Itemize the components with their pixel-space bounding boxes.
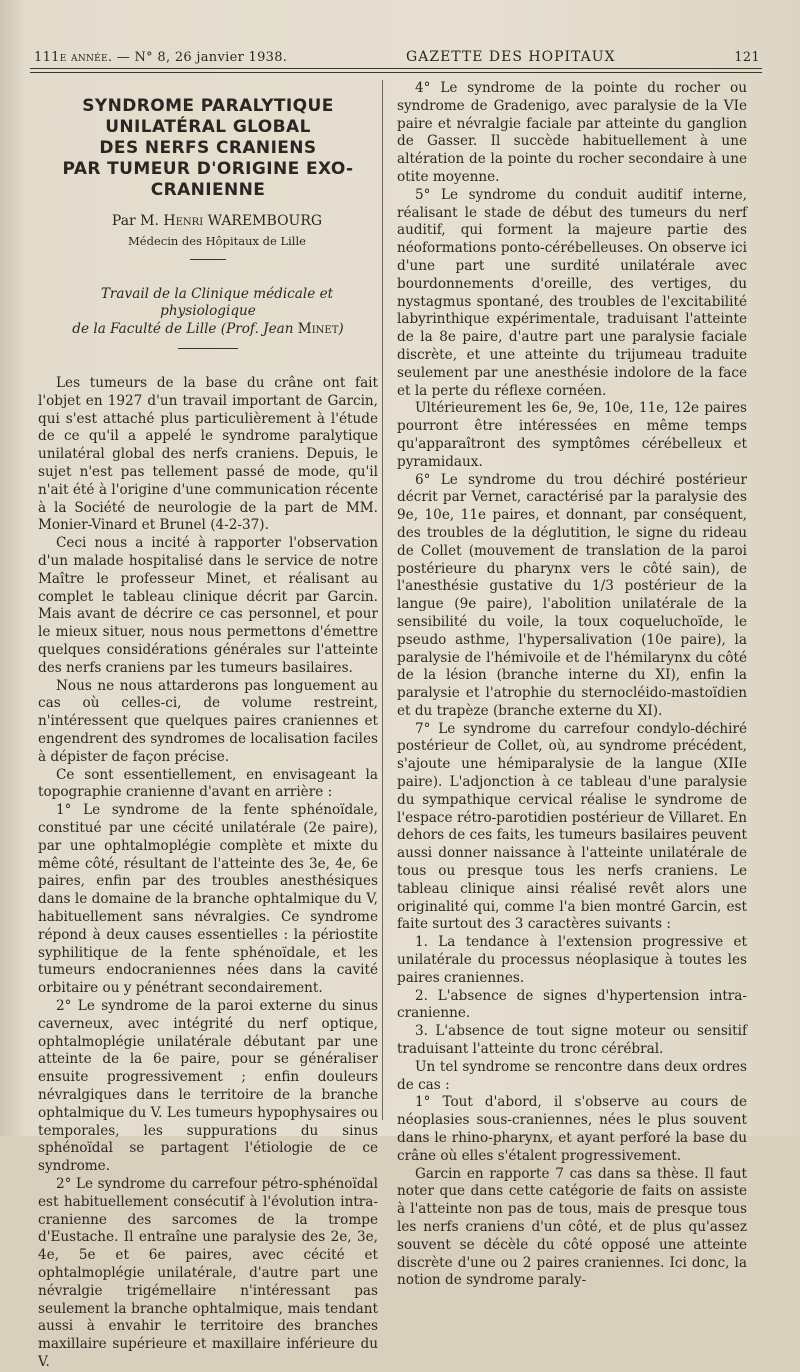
author-affiliation: Médecin des Hôpitaux de Lille: [128, 233, 306, 248]
paragraph: 2. L'absence de signes d'hypertension intra-cranienne.: [397, 987, 747, 1022]
right-column: [397, 80, 747, 1290]
paragraph: 1° Le syndrome de la fente sphénoïdale, constitué par une cécité unilatérale (2e paire), par une ophtalmoplégie complète et mixte du même côté, résultant de l'atteinte des 3e, 4e, 6e paires, enfin par des troubles anesthésiques dans le domaine de la branche ophtalmique du V, habituellement sans névralgies. Ce syndrome répond à deux causes essentielles : la périostite syphilitique de la fente sphénoïdale, et les tumeurs endocraniennes nées dans la cavité orbitaire ou y pénétrant secondairement.: [38, 802, 378, 997]
paragraph: Ceci nous a incité à rapporter l'observation d'un malade hospitalisé dans le service de notre Maître le professeur Minet, et réalisant au complet le tableau clinique décrit par Garcin. Mais avant de décrire ce cas personnel, et pour le mieux situer, nous nous permettons d'émettre quelques considérations générales sur l'atteinte des nerfs craniens par les tumeurs basilaires.: [38, 535, 378, 676]
paragraph: 2° Le syndrome du carrefour pétro-sphénoïdal est habituellement consécutif à l'évolution intra-cranienne des sarcomes de la trompe d'Eustache. Il entraîne une paralysie des 2e, 3e, 4e, 5e et 6e paires, avec cécité et ophtalmoplégie unilatérale, d'autre part une névralgie trigémellaire n'intéressant pas seulement la branche ophtalmique, mais tendant aussi à envahir le territoire des branches maxillaire supérieure et maxillaire inférieure du V.: [38, 1175, 378, 1370]
author-line: Par M. Henri WAREMBOURG: [111, 213, 323, 229]
paragraph: 6° Le syndrome du trou déchiré postérieur décrit par Vernet, caractérisé par la paralysie des 9e, 10e, 11e paires, et donnant, par conséquent, des troubles de la déglutition, le signe du rideau de Collet (mouvement de translation de la paroi postérieure du pharynx vers le côté sain), de l'anesthésie gustative du 1/3 postérieur de la langue (9e paire), l'abolition unilatérale de la sensibilité du voile, la toux coqueluchoïde, le pseudo asthme, l'hypersalivation (10e paire), la paralysie de l'hémivoile et de l'hémilarynx du côté de la lésion (branche interne du XI), enfin la paralysie et l'atrophie du sternocléido-mastoïdien et du trapèze (branche externe du XI).: [397, 471, 747, 719]
page-number: 121: [734, 49, 760, 65]
paragraph: Garcin en rapporte 7 cas dans sa thèse. Il faut noter que dans cette catégorie de faits on assiste à l'atteinte non pas de tous, mais de presque tous les nerfs craniens d'un côté, et de plus qu'assez souvent se décèle du côté opposé une atteinte discrète d'une ou 2 paires craniennes. Ici donc, la notion de syndrome paraly-: [397, 1165, 747, 1289]
separator: [178, 348, 238, 349]
paragraph: 3. L'absence de tout signe moteur ou sensitif traduisant l'atteinte du tronc cérébral.: [397, 1023, 747, 1058]
article-title: SYNDROME PARALYTIQUE UNILATÉRAL GLOBAL DES NERFS CRANIENS PAR TUMEUR D'ORIGINE EXO-CRANIENNE: [62, 96, 354, 200]
paragraph: Nous ne nous attarderons pas longuement au cas où celles-ci, de volume restreint, n'intéressent que quelques paires craniennes et engendrent des syndromes de localisation faciles à dépister de façon précise.: [38, 677, 378, 765]
paragraph: 4° Le syndrome de la pointe du rocher ou syndrome de Gradenigo, avec paralysie de la VIe paire et névralgie faciale par atteinte du ganglion de Gasser. Il succède habituellement à une altération de la pointe du rocher secondaire à une otite moyenne.: [397, 80, 747, 185]
paragraph: 7° Le syndrome du carrefour condylo-déchiré postérieur de Collet, où, au syndrome précédent, s'ajoute une hémiparalysie de la langue (XIIe paire). L'adjonction à ce tableau d'une paralysie du sympathique cervical réalise le syndrome de l'espace rétro-parotidien postérieur de Villaret. En dehors de ces faits, les tumeurs basilaires peuvent aussi donner naissance à l'atteinte unilatérale de tous ou presque tous les nerfs craniens. Le tableau clinique ainsi réalisé revêt alors une originalité qui, comme l'a bien montré Garcin, est faite surtout des 3 caractères suivants :: [397, 720, 747, 933]
paragraph: Un tel syndrome se rencontre dans deux ordres de cas :: [397, 1058, 747, 1093]
paragraph: 1. La tendance à l'extension progressive et unilatérale du processus néoplasique à toutes les paires craniennes.: [397, 934, 747, 986]
paragraph: Les tumeurs de la base du crâne ont fait l'objet en 1927 d'un travail important de Garcin, qui s'est attaché plus particulièrement à l'étude de ce qu'il a appelé le syndrome paralytique unilatéral global des nerfs craniens. Depuis, le sujet n'est pas tellement passé de mode, qu'il n'ait été à l'origine d'une communication récente à la Société de neurologie de la part de MM. Monier-Vinard et Brunel (4-2-37).: [38, 375, 378, 534]
paragraph: 1° Tout d'abord, il s'observe au cours de néoplasies sous-craniennes, nées le plus souvent dans le rhino-pharynx, et ayant perforé la base du crâne où elles s'étalent progressivement.: [397, 1094, 747, 1164]
paragraph: Ultérieurement les 6e, 9e, 10e, 11e, 12e paires pourront être intéressées en même temps qu'apparaîtront des symptômes cérébelleux et pyramidaux.: [397, 400, 747, 470]
column-divider: [382, 80, 383, 1120]
header-rule: [30, 68, 762, 69]
work-origin: Travail de la Clinique médicale et physiologique de la Faculté de Lille (Prof. Jean Minet): [72, 285, 344, 337]
journal-name: GAZETTE DES HOPITAUX: [406, 49, 616, 65]
issue-info: 111e année. — N° 8, 26 janvier 1938.: [34, 49, 288, 65]
paragraph: Ce sont essentiellement, en envisageant la topographie cranienne d'avant en arrière :: [38, 766, 378, 801]
left-column: [38, 80, 378, 1372]
header-rule: [30, 72, 762, 73]
paragraph: 5° Le syndrome du conduit auditif interne, réalisant le stade de début des tumeurs du nerf auditif, qui forment la majeure partie des néoformations ponto-cérébelleuses. On observe ici d'une part une surdité unilatérale avec bourdonnements d'oreille, des vertiges, du nystagmus spontané, des troubles de l'excitabilité labyrinthique expérimentale, traduisant l'atteinte de la 8e paire, d'autre part une paralysie faciale discrète, et une atteinte du trijumeau traduite seulement par une anesthésie indolore de la face et la perte du réflexe cornéen.: [397, 186, 747, 399]
paragraph: 2° Le syndrome de la paroi externe du sinus caverneux, avec intégrité du nerf optique, ophtalmoplégie unilatérale débutant par une atteinte de la 6e paire, pour se généraliser ensuite progressivement ; enfin douleurs névralgiques dans le territoire de la branche ophtalmique du V. Les tumeurs hypophysaires ou temporales, les suppurations du sinus sphénoïdal se partagent l'étiologie de ce syndrome.: [38, 997, 378, 1175]
separator: [190, 259, 226, 260]
